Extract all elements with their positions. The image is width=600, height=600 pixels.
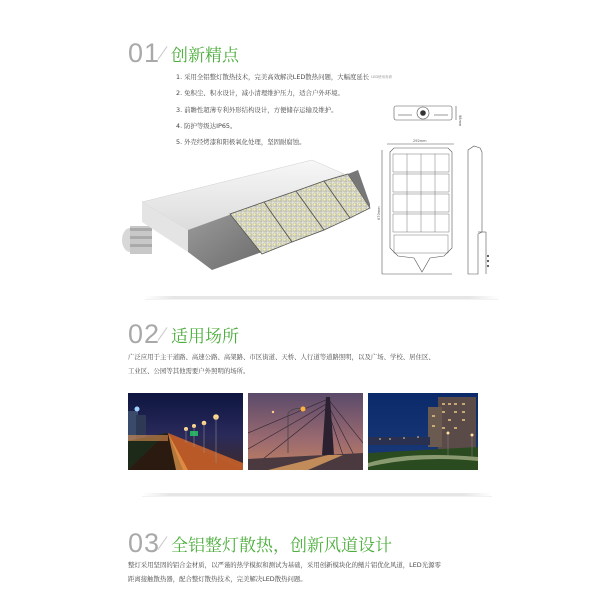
photo-residential-park — [368, 393, 483, 470]
svg-text:670mm: 670mm — [377, 206, 381, 220]
svg-text:98mm: 98mm — [458, 115, 462, 127]
feature-item: 2. 免积尘、积水设计，减小清理维护压力，适合户外环境。 — [176, 89, 344, 98]
feature-list — [176, 72, 392, 153]
feature-item: 1. 采用全铝整灯散热技术，完美高效解决LED散热问题，大幅度延长 $^{LED使用寿命}$ — [176, 73, 393, 81]
section-01-header — [128, 40, 239, 67]
section-title: 创新精点 — [171, 46, 240, 66]
section-title: 适用场所 — [171, 327, 240, 347]
section-title: 全铝整灯散热，创新风道设计 — [171, 536, 393, 556]
street-light-render-icon — [112, 152, 372, 270]
section-separator — [145, 296, 498, 300]
section-separator — [142, 493, 492, 497]
dimension-drawing-icon — [372, 98, 500, 290]
feature-item: 4. 防护等级达IP65。 — [176, 121, 237, 130]
section-03-header — [128, 530, 392, 557]
section-02-header — [128, 321, 239, 348]
feature-item: 3. 前瞻性超薄专利外形结构设计，方便储存运输及维护。 — [176, 105, 338, 114]
photo-bridge-dusk — [248, 393, 363, 470]
feature-tail: LED使用寿命 — [371, 75, 393, 79]
section-number: 02 — [128, 319, 161, 349]
product-image-street-light — [112, 152, 372, 270]
heat-dissipation-description: 整灯采用坚固的铝合金材质，以严谨的热学模拟和测试为基础，采用创新模块化的鳍片铝优化风道，LED光源零 距离接触散热器，配合整灯散热技术，完美解决LED散热问题。 — [128, 561, 441, 583]
feature-item: 5. 外壳经烤漆和阳极氧化处理，坚固耐腐蚀。 — [176, 138, 306, 147]
application-description: 广泛应用于主干道路、高速公路、高架路、市区街道、天桥、人行道等道路照明，以及广场、学校、居住区、 工业区、公园等其他需要户外照明的场所。 — [128, 353, 435, 375]
section-number: 01 — [128, 38, 161, 68]
svg-text:292mm: 292mm — [413, 139, 427, 143]
technical-drawing — [372, 98, 500, 290]
section-number: 03 — [128, 528, 161, 558]
photo-highway-night — [128, 393, 243, 470]
